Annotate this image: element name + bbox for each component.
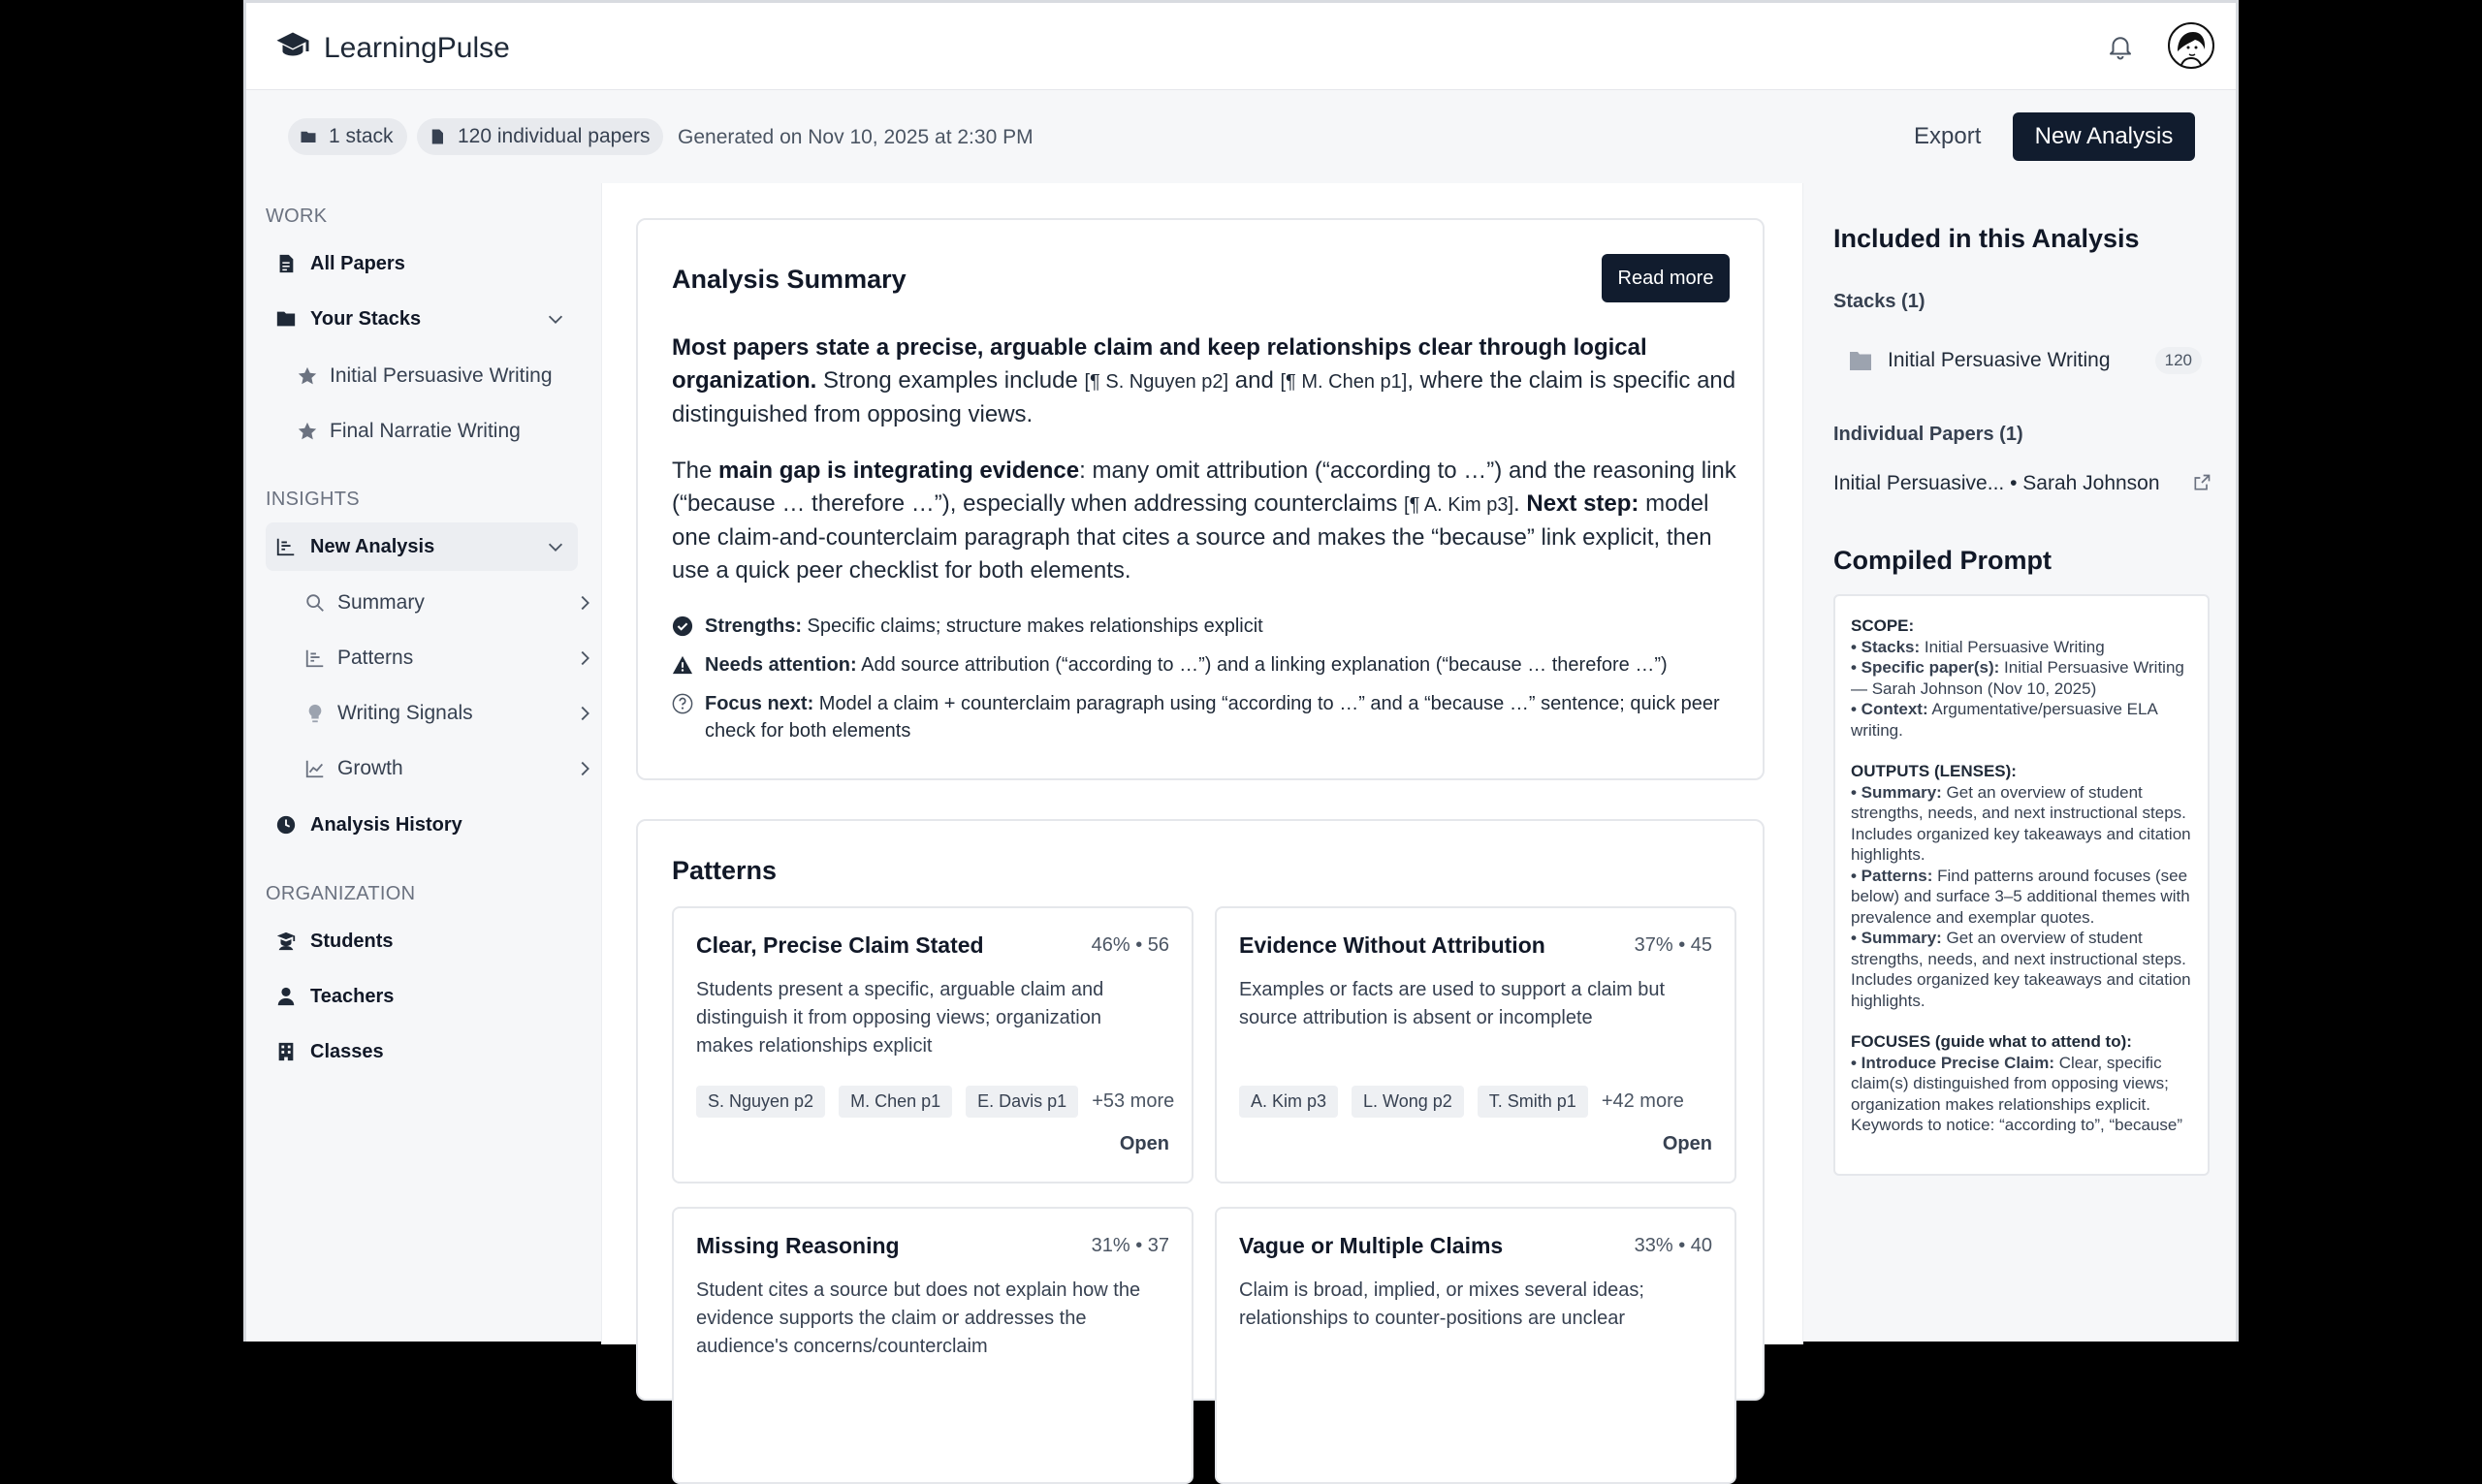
pattern-description: Students present a specific, arguable claim and distinguish it from opposing views; organization makes relationships explicit	[696, 979, 1104, 1057]
brand[interactable]	[275, 28, 510, 68]
sidebar-item-label: Teachers	[310, 985, 395, 1007]
summary-text: model one claim-and-counterclaim paragraph that cites a source and makes the “because” link explicit, then use a quick peer checklist for both elements.	[672, 490, 1712, 584]
pattern-description: Claim is broad, implied, or mixes several ideas; relationships to counter-positions are unclear	[1239, 1279, 1644, 1329]
exemplar-tags	[1239, 1086, 1684, 1118]
prompt-label: • Stacks:	[1851, 637, 1921, 656]
user-avatar[interactable]	[2168, 22, 2214, 69]
chevron-down-icon[interactable]	[545, 308, 566, 330]
stack-name: Initial Persuasive Writing	[330, 364, 553, 387]
lens-label: Summary	[337, 591, 425, 614]
sidebar-lens-writing-signals[interactable]	[304, 692, 595, 735]
stacks-label: Stacks (1)	[1833, 291, 1925, 312]
sidebar-item-all-papers[interactable]	[266, 239, 578, 288]
papers-label: Individual Papers (1)	[1833, 424, 2023, 445]
summary-text: , where the claim is specific and distinguished from opposing views.	[672, 367, 1736, 427]
focus-next-item	[672, 690, 1738, 744]
sidebar-item-label: New Analysis	[310, 535, 435, 557]
new-analysis-button[interactable]: New Analysis	[2013, 112, 2195, 161]
read-more-button[interactable]: Read more	[1602, 254, 1730, 302]
stack-name: Final Narratie Writing	[330, 420, 521, 442]
question-circle-icon	[672, 693, 693, 714]
student-icon	[275, 931, 297, 952]
pattern-stat: 46% • 56	[1091, 934, 1169, 956]
stack-count-label: 1 stack	[329, 125, 394, 147]
sidebar-item-new-analysis[interactable]	[266, 522, 578, 571]
exemplar-tag[interactable]: S. Nguyen p2	[696, 1086, 825, 1118]
prompt-label: • Specific paper(s):	[1851, 658, 2000, 677]
summary-highlight: main gap is integrating evidence	[718, 458, 1080, 484]
more-exemplars[interactable]: +42 more	[1601, 1090, 1684, 1112]
folder-icon	[1849, 350, 1872, 371]
pattern-stat: 31% • 37	[1091, 1235, 1169, 1256]
papers-count-chip	[417, 118, 663, 155]
summary-highlight: Next step:	[1526, 490, 1639, 517]
sidebar-lens-patterns[interactable]	[304, 637, 595, 679]
needs-text: Add source attribution (“according to …”) and a linking explanation (“because … therefore …”)	[856, 654, 1668, 676]
prompt-line	[1851, 782, 2192, 866]
folder-icon	[275, 308, 297, 330]
pattern-stat: 33% • 40	[1634, 1235, 1712, 1256]
summary-text: The	[672, 458, 719, 484]
warning-icon	[672, 654, 693, 676]
app-window	[243, 0, 2239, 1357]
citation-link[interactable]: [¶ M. Chen p1]	[1280, 371, 1408, 393]
prompt-label: • Summary:	[1851, 929, 1942, 947]
summary-text: Strong examples include	[816, 367, 1085, 394]
pattern-title: Evidence Without Attribution	[1239, 932, 1545, 958]
folder-icon	[300, 128, 317, 145]
prompt-text: Get an overview of student strengths, needs, and next instructional steps. Includes organized key takeaways and citation highlights.	[1851, 929, 2191, 1010]
prompt-line	[1851, 657, 2192, 699]
lightbulb-icon	[304, 703, 326, 724]
prompt-label: • Introduce Precise Claim:	[1851, 1053, 2055, 1072]
strengths-label: Strengths:	[705, 616, 802, 637]
sidebar-item-label: Your Stacks	[310, 307, 422, 330]
compiled-prompt-box[interactable]	[1833, 594, 2210, 1176]
strengths-item	[672, 613, 1738, 640]
pattern-description: Student cites a source but does not explain how the evidence supports the claim or addresses the audience's concerns/counterclaim	[696, 1279, 1141, 1357]
generated-timestamp: Generated on Nov 10, 2025 at 2:30 PM	[678, 126, 1034, 148]
patterns-card	[636, 819, 1765, 1401]
chevron-right-icon	[574, 592, 595, 614]
exemplar-tag[interactable]: L. Wong p2	[1352, 1086, 1464, 1118]
more-exemplars[interactable]: +53 more	[1092, 1090, 1175, 1112]
stack-count-chip	[288, 118, 407, 155]
included-panel	[1801, 183, 2242, 1344]
chevron-right-icon	[574, 703, 595, 724]
prompt-label: • Context:	[1851, 700, 1928, 718]
document-icon	[275, 253, 297, 274]
bar-chart-icon	[275, 536, 297, 557]
pattern-description: Examples or facts are used to support a claim but source attribution is absent or incomplete	[1239, 979, 1666, 1028]
section-title-insights: INSIGHTS	[266, 489, 360, 510]
included-paper-row[interactable]	[1833, 472, 2212, 495]
graduation-cap-icon	[275, 28, 310, 68]
summary-title: Analysis Summary	[672, 265, 907, 294]
focus-label: Focus next:	[705, 693, 814, 714]
focus-text: Model a claim + counterclaim paragraph using “according to …” and a “because …” sentence; quick peer check for both elements	[705, 693, 1720, 742]
summary-text: .	[1513, 490, 1527, 517]
document-icon	[429, 128, 446, 145]
lens-label: Patterns	[337, 647, 414, 669]
prompt-heading: SCOPE:	[1851, 616, 1915, 635]
patterns-title: Patterns	[672, 856, 778, 885]
paper-count-badge: 120	[2155, 347, 2202, 374]
pattern-title: Missing Reasoning	[696, 1233, 900, 1258]
prompt-line	[1851, 699, 2192, 741]
analysis-toolbar	[246, 89, 2236, 183]
line-chart-icon	[304, 758, 326, 779]
exemplar-tag[interactable]: T. Smith p1	[1478, 1086, 1588, 1118]
prompt-heading: FOCUSES (guide what to attend to):	[1851, 1032, 2132, 1051]
pattern-title: Clear, Precise Claim Stated	[696, 932, 984, 958]
included-title: Included in this Analysis	[1833, 224, 2140, 253]
summary-text: : many omit attribution (“according to …”) and the reasoning link (“because … therefore …”), especially when addressing counterclaims	[672, 458, 1736, 517]
strengths-text: Specific claims; structure makes relationships explicit	[802, 616, 1263, 637]
app-name: LearningPulse	[324, 31, 510, 64]
pattern-card[interactable]	[672, 906, 1193, 1184]
sidebar-item-students[interactable]	[266, 917, 578, 965]
citation-link[interactable]: [¶ A. Kim p3]	[1404, 494, 1514, 516]
summary-paragraph-2	[672, 455, 1738, 587]
sidebar-item-label: Classes	[310, 1040, 384, 1062]
compiled-prompt-title: Compiled Prompt	[1833, 546, 2052, 575]
pattern-card[interactable]	[672, 1207, 1193, 1484]
notifications-bell-icon[interactable]	[2106, 30, 2135, 63]
prompt-text: Get an overview of student strengths, needs, and next instructional steps. Includes organized key takeaways and citation highlights.	[1851, 782, 2191, 864]
needs-label: Needs attention:	[705, 654, 857, 676]
exemplar-tag[interactable]: E. Davis p1	[966, 1086, 1078, 1118]
export-button[interactable]: Export	[1914, 123, 1982, 149]
exemplar-tags	[696, 1086, 1174, 1118]
included-stack-row[interactable]	[1833, 333, 2212, 388]
external-link-icon[interactable]	[2192, 473, 2212, 492]
building-icon	[275, 1041, 297, 1062]
star-icon	[297, 421, 318, 442]
search-icon	[304, 592, 326, 614]
chevron-right-icon	[574, 758, 595, 779]
sidebar-item-label: Analysis History	[310, 813, 462, 836]
summary-highlight: Most papers state a precise, arguable claim and keep relationships clear through logical organization.	[672, 334, 1647, 394]
sidebar-item-label: All Papers	[310, 252, 405, 274]
star-icon	[297, 365, 318, 387]
lens-label: Growth	[337, 757, 403, 779]
sidebar-stack-item[interactable]	[297, 355, 588, 397]
sidebar-item-your-stacks[interactable]	[266, 295, 578, 343]
prompt-line	[1851, 928, 2192, 1011]
top-header	[246, 3, 2236, 90]
prompt-heading: OUTPUTS (LENSES):	[1851, 762, 2017, 780]
prompt-line	[1851, 866, 2192, 929]
open-pattern-button[interactable]: Open	[1119, 1133, 1169, 1154]
open-pattern-button[interactable]: Open	[1662, 1133, 1712, 1154]
included-stack-name: Initial Persuasive Writing	[1888, 349, 2111, 371]
chevron-down-icon[interactable]	[545, 536, 566, 557]
prompt-text: Initial Persuasive Writing	[1920, 637, 2105, 656]
citation-link[interactable]: [¶ S. Nguyen p2]	[1084, 371, 1229, 393]
section-title-work: WORK	[266, 205, 328, 227]
bar-chart-icon	[304, 647, 326, 669]
exemplar-tag[interactable]: M. Chen p1	[839, 1086, 952, 1118]
check-circle-icon	[672, 616, 693, 637]
papers-count-label: 120 individual papers	[458, 125, 651, 147]
prompt-line	[1851, 1053, 2192, 1136]
prompt-label: • Patterns:	[1851, 866, 1933, 885]
sidebar-item-classes[interactable]	[266, 1027, 578, 1076]
pattern-title: Vague or Multiple Claims	[1239, 1233, 1504, 1258]
chevron-right-icon	[574, 647, 595, 669]
summary-paragraph-1	[672, 332, 1738, 431]
prompt-text: Find patterns around focuses (see below) and surface 3–5 additional themes with prevalence and exemplar quotes.	[1851, 866, 2190, 927]
pattern-card[interactable]	[1215, 1207, 1736, 1484]
prompt-label: • Summary:	[1851, 782, 1942, 802]
clock-icon	[275, 814, 297, 836]
section-title-organization: ORGANIZATION	[266, 883, 416, 904]
prompt-text: Clear, specific claim(s) distinguished from opposing views; organization makes relationships explicit. Keywords to notice: “according to”, “because”	[1851, 1053, 2183, 1134]
person-icon	[275, 986, 297, 1007]
prompt-text: Argumentative/persuasive ELA writing.	[1851, 700, 2157, 740]
included-paper-name: Initial Persuasive... • Sarah Johnson	[1833, 472, 2160, 494]
sidebar	[246, 183, 601, 1344]
lens-label: Writing Signals	[337, 702, 473, 724]
needs-attention-item	[672, 651, 1738, 679]
exemplar-tag[interactable]: A. Kim p3	[1239, 1086, 1338, 1118]
pattern-card[interactable]	[1215, 906, 1736, 1184]
sidebar-item-label: Students	[310, 930, 394, 952]
main-content	[601, 183, 1803, 1357]
sidebar-lens-growth[interactable]	[304, 747, 595, 790]
pattern-stat: 37% • 45	[1634, 934, 1712, 956]
sidebar-stack-item[interactable]	[297, 410, 588, 453]
prompt-text: Initial Persuasive Writing — Sarah Johnson (Nov 10, 2025)	[1851, 658, 2184, 698]
summary-text: and	[1228, 367, 1281, 394]
sidebar-item-teachers[interactable]	[266, 972, 578, 1021]
prompt-line	[1851, 637, 2192, 658]
sidebar-item-analysis-history[interactable]	[266, 801, 578, 849]
analysis-summary-card	[636, 218, 1765, 780]
sidebar-lens-summary[interactable]	[304, 582, 595, 624]
